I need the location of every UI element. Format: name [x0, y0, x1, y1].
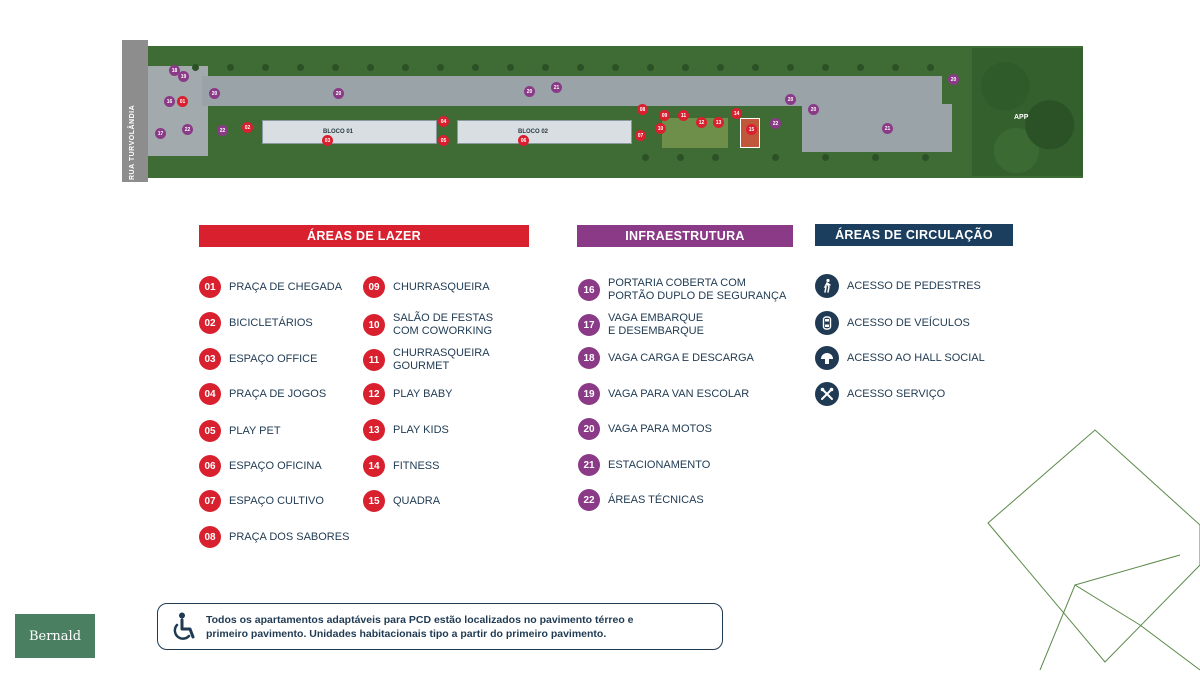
- legend-item-13: [363, 419, 449, 441]
- accessibility-icon: [170, 612, 198, 642]
- legend-label: VAGA PARA VAN ESCOLAR: [608, 387, 750, 400]
- legend-badge: 08: [199, 526, 221, 548]
- pcd-note-text: [206, 613, 634, 641]
- legend-item-15: [363, 490, 440, 512]
- legend-label: VAGA PARA MOTOS: [608, 422, 712, 435]
- plan-marker-22: 22: [770, 118, 781, 129]
- legend-item-20: [578, 418, 712, 440]
- legend-item-19: [578, 383, 749, 405]
- legend-label: VAGA CARGA E DESCARGA: [608, 351, 754, 364]
- legend-badge: 19: [578, 383, 600, 405]
- legend-label: ESPAÇO CULTIVO: [229, 494, 324, 507]
- plan-marker-20: 20: [808, 104, 819, 115]
- tree: [227, 64, 234, 71]
- legend-item-07: [199, 490, 324, 512]
- tree: [712, 154, 719, 161]
- legend-label: ACESSO DE PEDESTRES: [847, 279, 981, 292]
- plan-marker-06: 06: [518, 135, 529, 146]
- legend-badge: 09: [363, 276, 385, 298]
- legend-badge: 14: [363, 455, 385, 477]
- tree: [822, 64, 829, 71]
- tree: [507, 64, 514, 71]
- section-header-infraestrutura: INFRAESTRUTURA: [577, 225, 793, 247]
- tree: [717, 64, 724, 71]
- legend-item-12: [363, 383, 453, 405]
- plan-marker-05: 05: [438, 135, 449, 146]
- tree: [787, 64, 794, 71]
- plan-marker-22: 22: [182, 124, 193, 135]
- plan-marker-04: 04: [438, 116, 449, 127]
- tree: [822, 154, 829, 161]
- legend-badge: 21: [578, 454, 600, 476]
- tree: [872, 154, 879, 161]
- legend-item-09: [363, 276, 490, 298]
- legend-label: VAGA EMBARQUE E DESEMBARQUE: [608, 312, 704, 337]
- street-label: RUA TURVOLÂNDIA: [129, 104, 136, 180]
- tree: [367, 64, 374, 71]
- legend-label: SALÃO DE FESTAS COM COWORKING: [393, 312, 494, 337]
- tree: [542, 64, 549, 71]
- tree: [922, 154, 929, 161]
- plan-marker-03: 03: [322, 135, 333, 146]
- legend-item-08: [199, 526, 349, 548]
- building-block-02: [457, 120, 632, 144]
- tree: [642, 154, 649, 161]
- parking-area: [802, 104, 952, 152]
- plan-marker-12: 12: [696, 117, 707, 128]
- legend-badge: 05: [199, 420, 221, 442]
- legend-label: CHURRASQUEIRA GOURMET: [393, 347, 490, 372]
- tree: [682, 64, 689, 71]
- legend-item-hall-social: [815, 346, 985, 370]
- plan-marker-10: 10: [655, 123, 666, 134]
- legend-item-21: [578, 454, 710, 476]
- app-label: APP: [1014, 114, 1029, 121]
- plan-marker-08: 08: [637, 104, 648, 115]
- plan-marker-20: 20: [209, 88, 220, 99]
- block-02-label: BLOCO 02: [518, 129, 549, 135]
- legend-item-06: [199, 455, 322, 477]
- plan-marker-16: 16: [164, 96, 175, 107]
- plan-marker-14: 14: [731, 108, 742, 119]
- plan-marker-01: 01: [177, 96, 188, 107]
- legend-badge: 18: [578, 347, 600, 369]
- section-header-lazer: ÁREAS DE LAZER: [199, 225, 529, 247]
- car-icon: [815, 311, 839, 335]
- legend-badge: 13: [363, 419, 385, 441]
- legend-label: FITNESS: [393, 459, 440, 472]
- plan-marker-09: 09: [659, 110, 670, 121]
- legend-label: CHURRASQUEIRA: [393, 280, 490, 293]
- legend-label: PLAY PET: [229, 424, 281, 437]
- plan-marker-15: 15: [746, 124, 757, 135]
- tree: [772, 154, 779, 161]
- tree: [677, 154, 684, 161]
- legend-item-04: [199, 383, 326, 405]
- legend-label: ÁREAS TÉCNICAS: [608, 493, 704, 506]
- block-01-label: BLOCO 01: [323, 129, 354, 135]
- legend-badge: 10: [363, 314, 385, 336]
- tree: [297, 64, 304, 71]
- legend-badge: 20: [578, 418, 600, 440]
- tree: [647, 64, 654, 71]
- legend-label: ESPAÇO OFICINA: [229, 459, 322, 472]
- plan-marker-22: 22: [217, 125, 228, 136]
- plan-marker-17: 17: [155, 128, 166, 139]
- legend-label: PRAÇA DE CHEGADA: [229, 280, 343, 293]
- legend-badge: 16: [578, 279, 600, 301]
- plan-marker-13: 13: [713, 117, 724, 128]
- pcd-note-line-1: Todos os apartamentos adaptáveis para PCD estão localizados no pavimento térreo e: [206, 613, 634, 626]
- legend-badge: 22: [578, 489, 600, 511]
- legend-badge: 06: [199, 455, 221, 477]
- legend-label: ACESSO AO HALL SOCIAL: [847, 351, 985, 364]
- legend-label: BICICLETÁRIOS: [229, 316, 313, 329]
- legend-item-pedestres: [815, 274, 981, 298]
- plan-marker-20: 20: [333, 88, 344, 99]
- legend-item-01: [199, 276, 342, 298]
- legend-badge: 01: [199, 276, 221, 298]
- internal-road: [202, 76, 942, 106]
- tree: [402, 64, 409, 71]
- legend-item-03: [199, 348, 317, 370]
- legend-label: ESPAÇO OFFICE: [229, 352, 318, 365]
- pcd-note-line-2: primeiro pavimento. Unidades habitacionais tipo a partir do primeiro pavimento.: [206, 627, 607, 640]
- legend-label: ACESSO SERVIÇO: [847, 387, 946, 400]
- legend-item-10: [363, 312, 493, 338]
- legend-badge: 02: [199, 312, 221, 334]
- logo-text: Bernald: [28, 628, 82, 644]
- site-plan: [122, 38, 1087, 184]
- pcd-note: [157, 603, 723, 650]
- legend-item-servico: [815, 382, 945, 406]
- legend-item-05: [199, 420, 281, 442]
- decorative-lines: [980, 425, 1200, 673]
- legend-badge: 07: [199, 490, 221, 512]
- legend-label: PLAY BABY: [393, 387, 453, 400]
- tree: [332, 64, 339, 71]
- service-tools-icon: [815, 382, 839, 406]
- tree: [577, 64, 584, 71]
- legend-label: QUADRA: [393, 494, 441, 507]
- legend-badge: 12: [363, 383, 385, 405]
- app-forest-area: [972, 48, 1083, 176]
- tree: [472, 64, 479, 71]
- tree: [927, 64, 934, 71]
- plan-marker-02: 02: [242, 122, 253, 133]
- plan-marker-11: 11: [678, 110, 689, 121]
- legend-item-11: [363, 347, 490, 373]
- hall-icon: [815, 346, 839, 370]
- legend-item-02: [199, 312, 313, 334]
- legend-badge: 15: [363, 490, 385, 512]
- plan-marker-19: 19: [178, 71, 189, 82]
- tree: [437, 64, 444, 71]
- building-block-01: [262, 120, 437, 144]
- legend-label: ESTACIONAMENTO: [608, 458, 711, 471]
- plan-marker-20: 20: [948, 74, 959, 85]
- plan-marker-20: 20: [524, 86, 535, 97]
- plan-marker-21: 21: [551, 82, 562, 93]
- tree: [892, 64, 899, 71]
- plan-marker-18: 18: [169, 65, 180, 76]
- pedestrian-icon: [815, 274, 839, 298]
- bernald-logo: [15, 614, 95, 658]
- legend-badge: 11: [363, 349, 385, 371]
- tree: [857, 64, 864, 71]
- tree: [752, 64, 759, 71]
- legend-item-16: [578, 277, 786, 303]
- legend-label: ACESSO DE VEÍCULOS: [847, 316, 970, 329]
- legend-badge: 17: [578, 314, 600, 336]
- plan-marker-21: 21: [882, 123, 893, 134]
- legend-badge: 04: [199, 383, 221, 405]
- plan-marker-07: 07: [635, 130, 646, 141]
- legend-label: PLAY KIDS: [393, 423, 449, 436]
- legend-item-18: [578, 347, 754, 369]
- tree: [612, 64, 619, 71]
- section-header-circulacao: ÁREAS DE CIRCULAÇÃO: [815, 224, 1013, 246]
- tree: [192, 64, 199, 71]
- legend-item-17: [578, 312, 704, 338]
- tree: [262, 64, 269, 71]
- plan-marker-20: 20: [785, 94, 796, 105]
- legend-item-veiculos: [815, 311, 970, 335]
- legend-badge: 03: [199, 348, 221, 370]
- legend-label: PRAÇA DE JOGOS: [229, 387, 327, 400]
- legend-label: PRAÇA DOS SABORES: [229, 530, 350, 543]
- legend-label: PORTARIA COBERTA COM PORTÃO DUPLO DE SEGURANÇA: [608, 277, 787, 302]
- legend-item-22: [578, 489, 704, 511]
- legend-item-14: [363, 455, 439, 477]
